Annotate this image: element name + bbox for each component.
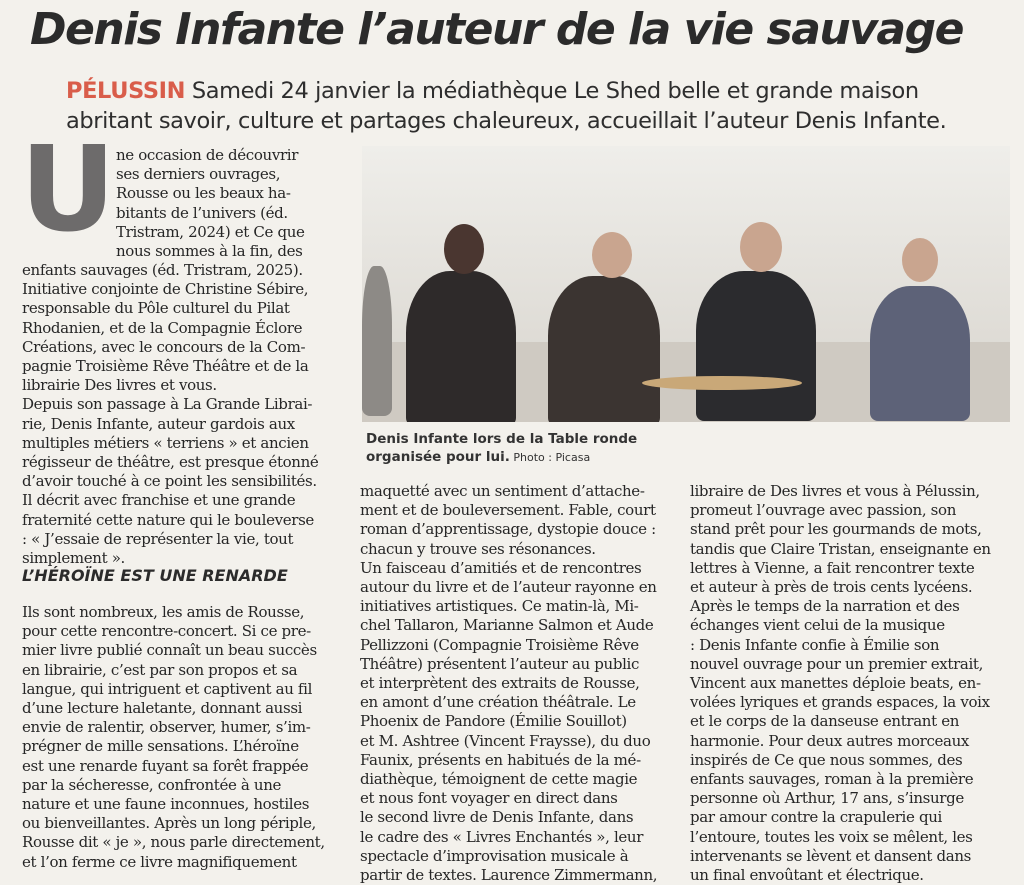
lead-text: Samedi 24 janvier la médiathèque Le Shed belle et grande maison abritant savoir, culture et partages chaleureux, accueillait l’auteur Denis Infante. — [66, 78, 947, 134]
article-headline: Denis Infante l’auteur de la vie sauvage — [30, 4, 963, 55]
column-2: maquetté avec un sentiment d’attache- ment et de bouleversement. Fable, court roman d’apprentissage, dystopie douce : chacun y trouve ses résonances. Un faisceau d’amitiés et de rencontres autour du livre et de l’auteur rayonne en initiatives artistiques. Ce matin-là, Mi- chel Tallaron, Marianne Salmon et Aude Pellizzoni (Compagnie Troisième Rêve Théâtre) présentent l’auteur au public et interprètent des extraits de Rousse, en amont d’une création théâtrale. Le Phoenix de Pandore (Émilie Souillot) et M. Ashtree (Vincent Fraysse), du duo Faunix, présents en habitués de la mé- diathèque, témoignent de cette magie et nous font voyager en direct dans le second livre de Denis Infante, dans le cadre des « Livres Enchantés », leur spectacle d’improvisation musicale à partir de textes. Laurence Zimmermann, — [360, 482, 658, 885]
person-woman-left-head — [444, 224, 484, 274]
person-woman-right — [870, 286, 970, 421]
round-table — [642, 376, 802, 390]
drop-cap: U — [20, 120, 116, 258]
person-edge — [362, 266, 392, 416]
column-3: libraire de Des livres et vous à Pélussin, promeut l’ouvrage avec passion, son stand prêt pour les gourmands de mots, tandis que Claire Tristan, enseignante en lettres à Vienne, a fait rencontrer texte et auteur à près de trois cents lycéens. Après le temps de la narration et des échanges vient celui de la musique : Denis Infante confie à Émilie son nouvel ouvrage pour un premier extrait, Vincent aux manettes déploie beats, en- volées lyriques et grands espaces, la voix et le corps de la danseuse entrant en harmonie. Pour deux autres morceaux inspirés de Ce que nous sommes, des enfants sauvages, roman à la première personne où Arthur, 17 ans, s’insurge par amour contre la crapulerie qui l’entoure, toutes les voix se mêlent, les intervenants se lèvent et dansent dans un final envoûtant et électrique. — [690, 482, 991, 885]
photo-credit: Photo : Picasa — [509, 451, 591, 464]
column-1-body: enfants sauvages (éd. Tristram, 2025). Initiative conjointe de Christine Sébire, responsable du Pôle culturel du Pilat Rhodanien, et de la Compagnie Éclore Créations, avec le concours de la Com- pagnie Troisième Rêve Théâtre et de la librairie Des livres et vous. Depuis son passage à La Grande Librai- rie, Denis Infante, auteur gardois aux multiples métiers « terriens » et ancien régisseur de théâtre, est presque étonné d’avoir touché à ce point les sensibilités. Il décrit avec franchise et une grande fraternité cette nature qui le bouleverse : « J’essaie de représenter la vie, tout simplement ». — [22, 261, 319, 568]
column-1-intro: ne occasion de découvrir ses derniers ouvrages, Rousse ou les beaux ha- bitants de l’univers (éd. Tristram, 2024) et Ce que nous sommes à la fin, des — [116, 146, 305, 261]
photo-caption — [366, 430, 666, 467]
person-author-head — [740, 222, 782, 272]
person-man-hat — [548, 276, 660, 422]
location-kicker: PÉLUSSIN — [66, 78, 186, 104]
caption-text: Denis Infante lors de la Table ronde organisée pour lui. — [366, 431, 638, 465]
person-author — [696, 271, 816, 421]
person-man-hat-head — [592, 232, 632, 278]
section-subhead: L’HÉROÏNE EST UNE RENARDE — [22, 566, 288, 585]
article-lead — [66, 76, 986, 136]
event-photo — [362, 146, 1010, 422]
person-woman-right-head — [902, 238, 938, 282]
person-woman-left — [406, 271, 516, 422]
column-1-continued: Ils sont nombreux, les amis de Rousse, pour cette rencontre-concert. Si ce pre- mier livre publié connaît un beau succès en librairie, c’est par son propos et sa langue, qui intriguent et captivent au fil d’une lecture haletante, donnant aussi envie de ralentir, observer, humer, s’im- prégner de mille sensations. L’héroïne est une renarde fuyant sa forêt frappée par la sécheresse, confrontée à une nature et une faune inconnues, hostiles ou bienveillantes. Après un long périple, Rousse dit « je », nous parle directement, et l’on ferme ce livre magnifiquement — [22, 603, 325, 871]
